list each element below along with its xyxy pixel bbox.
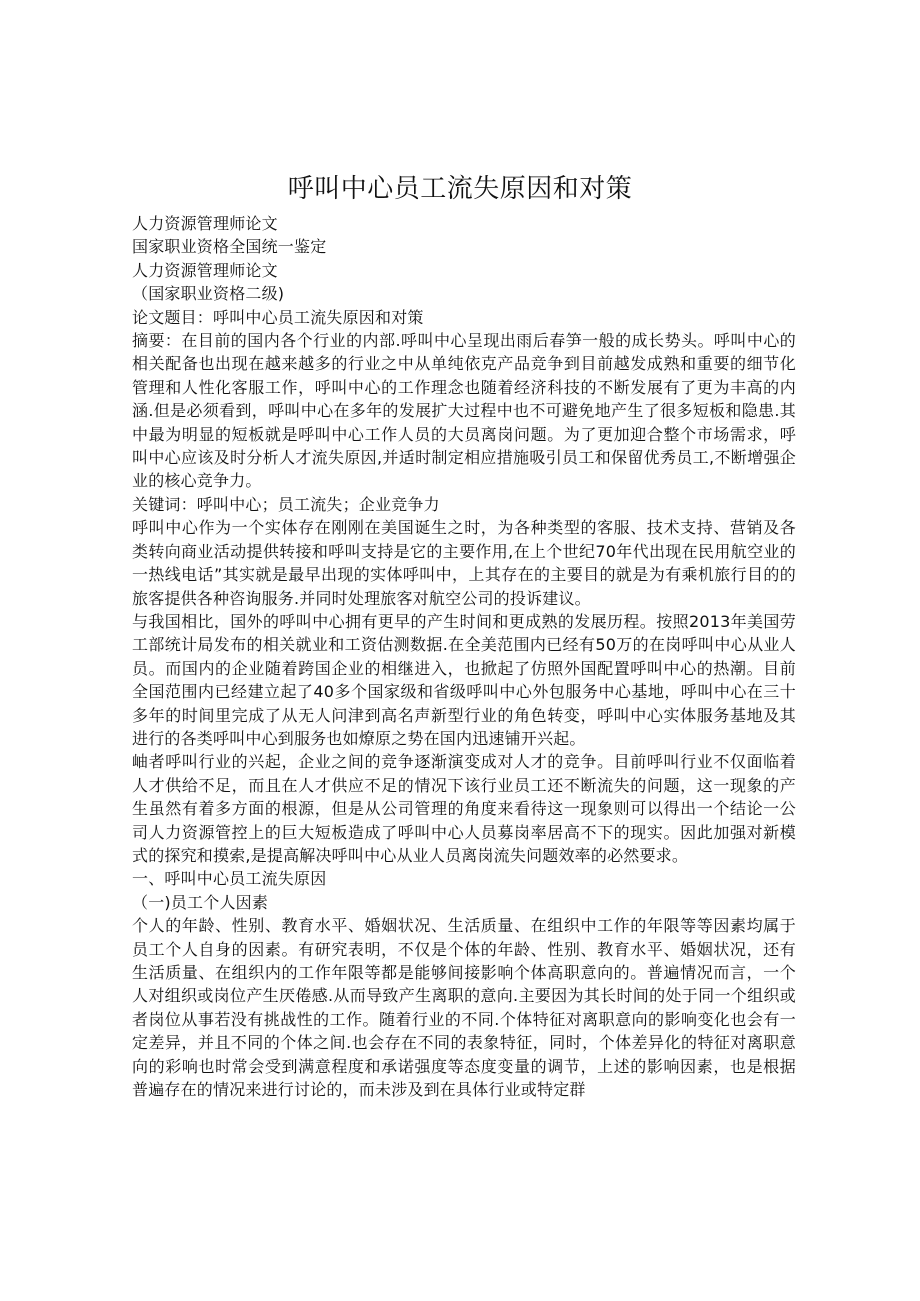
header-line-2: 国家职业资格全国统一鉴定 bbox=[132, 237, 327, 257]
body-paragraph-2: 与我国相比，国外的呼叫中心拥有更早的产生时间和更成熟的发展历程。按照2013年美国劳工部统计局发布的相关就业和工资估测数据.在全美范围内已经有50万的在岗呼叫中心从业人员。而国内的企业随着跨国企业的相继进入，也掀起了仿照外国配置呼叫中心的热潮。目前全国范围内已经建立起了40多个国家级和省级呼叫中心外包服务中心基地，呼叫中心在三十多年的时间里完成了从无人问津到高名声新型行业的角色转变，呼叫中心实体服务基地及其进行的各类呼叫中心到服务也如燎原之势在国内迅速铺开兴起。 bbox=[132, 611, 796, 748]
body-paragraph-3: 岫者呼叫行业的兴起，企业之间的竞争逐渐演变成对人才的竞争。目前呼叫行业不仅面临着人才供给不足，而且在人才供应不足的情况下该行业员工还不断流失的问题，这一现象的产生虽然有着多方面的根源，但是从公司管理的角度来看待这一现象则可以得出一个结论一公司人力资源管控上的巨大短板造成了呼叫中心人员募岗率居高不下的现实。因此加强对新模式的探究和摸索,是提高解决呼叫中心从业人员离岗流失问题效率的必然要求。 bbox=[132, 752, 796, 865]
subsection-heading: （一)员工个人因素 bbox=[132, 892, 269, 912]
section-heading: 一、呼叫中心员工流失原因 bbox=[132, 869, 327, 889]
body-paragraph-personal: 个人的年龄、性别、教育水平、婚姻状况、生活质量、在组织中工作的年限等等因素均属于员工个人自身的因素。有研究表明，不仅是个体的年龄、性别、教育水平、婚姻状况，还有生活质量、在组织内的工作年限等都是能够间接影响个体高职意向的。普遍情况而言，一个人对组织或岗位产生厌倦感.从而导致产生离职的意向.主要因为其长时间的处于同一个组织或者岗位从事若没有挑战性的工作。随着行业的不同.个体特征对离职意向的影响变化也会有一定差异，并且不同的个体之间.也会存在不同的表象特征，同时，个体差异化的特征对离职意向的彩响也时常会受到满意程度和承诺强度等态度变量的调节，上述的影响因素，也是根据普遍存在的情况来进行讨论的，而未涉及到在具体行业或特定群 bbox=[132, 916, 796, 1100]
header-line-1: 人力资源管理师论文 bbox=[132, 214, 278, 233]
document-title: 呼叫中心员工流失原因和对策 bbox=[287, 174, 633, 204]
document-body bbox=[132, 212, 796, 1101]
keywords-line: 关键词：呼叫中心；员工流失；企业竞争力 bbox=[132, 494, 440, 514]
paper-title-line: 论文题目：呼叫中心员工流失原因和对策 bbox=[132, 307, 424, 327]
header-line-3: 人力资源管理师论文 bbox=[132, 260, 278, 280]
abstract-paragraph: 摘要：在目前的国内各个行业的内部.呼叫中心呈现出雨后春笋一般的成长势头。呼叫中心的相关配备也出现在越来越多的行业之中从单纯依克产品竞争到目前越发成熟和重要的细节化管理和人性化客服工作，呼叫中心的工作理念也随着经济科技的不断发展有了更为丰高的内涵.但是必须看到，呼叫中心在多年的发展扩大过程中也不可避免地产生了很多短板和隐患.其中最为明显的短板就是呼叫中心工作人员的大员离岗问题。为了更加迎合整个市场需求，呼叫中心应该及时分析人才流失原因,并适时制定相应措施吸引员工和保留优秀员工,不断增强企业的核心竞争力。 bbox=[132, 331, 796, 491]
body-paragraph-1: 呼叫中心作为一个实体存在刚刚在美国诞生之时，为各种类型的客服、技术支持、营销及各类转向商业活动提供转接和呼叫支持是它的主要作用,在上个世纪70年代出现在民用航空业的一热线电话”其实就是最早出现的实体呼叫中，上其存在的主要目的就是为有乘机旅行目的的旅客提供各种咨询服务.并同时处理旅客对航空公司的投诉建议。 bbox=[132, 518, 796, 608]
header-line-4: （国家职业资格二级) bbox=[132, 284, 285, 304]
